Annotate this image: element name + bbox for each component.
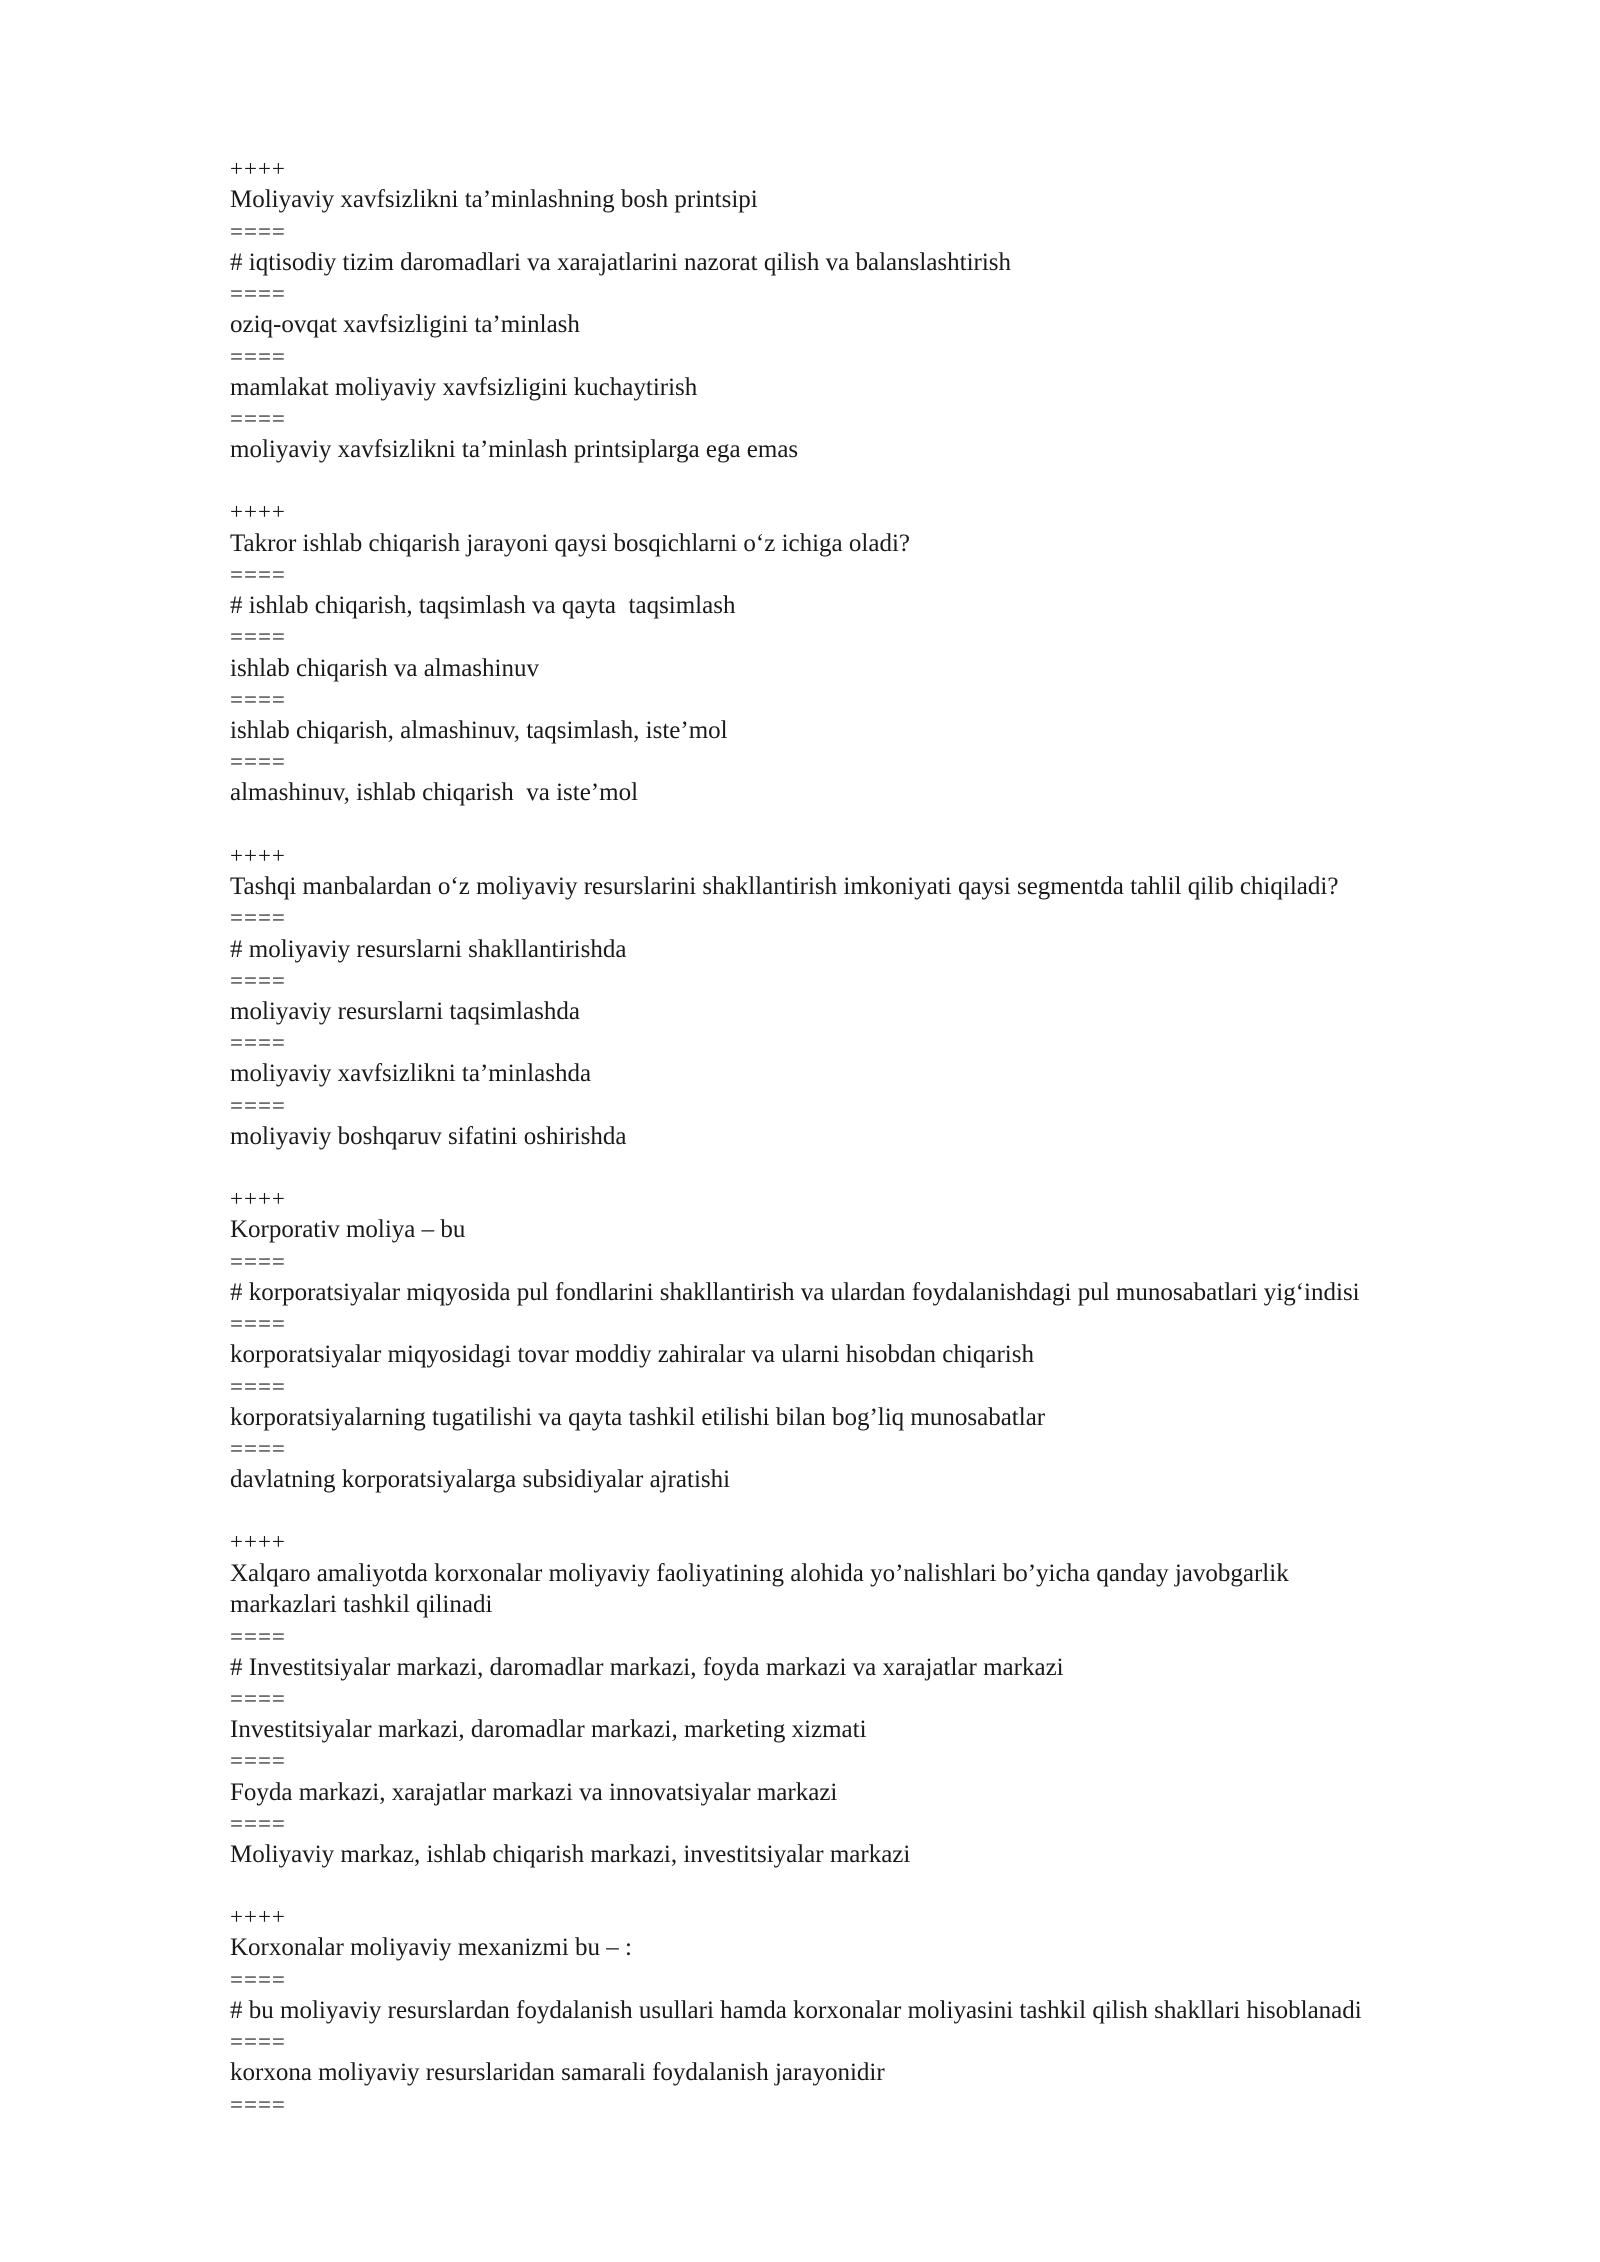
answer-option: Moliyaviy markaz, ishlab chiqarish markazi, investitsiyalar markazi: [230, 1840, 911, 1868]
question-marker: ++++: [230, 499, 286, 525]
question-text: Takror ishlab chiqarish jarayoni qaysi bosqichlarni o‘z ichiga oladi?: [230, 529, 910, 557]
question-block: [230, 1183, 1480, 1495]
answer-option: Foyda markazi, xarajatlar markazi va innovatsiyalar markazi: [230, 1778, 838, 1806]
answer-option-correct: # bu moliyaviy resurslardan foydalanish usullari hamda korxonalar moliyasini tashkil qilish shakllari hisoblanadi: [230, 1997, 1362, 2025]
answer-option: oziq-ovqat xavfsizligini ta’minlash: [230, 311, 580, 339]
option-separator: ====: [230, 1810, 286, 1836]
answer-option-correct: # moliyaviy resurslarni shakllantirishda: [230, 935, 627, 963]
question-block: [230, 153, 1480, 465]
answer-option: mamlakat moliyaviy xavfsizligini kuchaytirish: [230, 373, 698, 401]
question-block: [230, 496, 1480, 808]
option-separator: ====: [230, 562, 286, 588]
option-separator: ====: [230, 624, 286, 650]
answer-option: moliyaviy boshqaruv sifatini oshirishda: [230, 1122, 627, 1150]
option-separator: ====: [230, 343, 286, 369]
option-separator: ====: [230, 1248, 286, 1274]
option-separator: ====: [230, 686, 286, 712]
question-text: Korporativ moliya – bu: [230, 1216, 466, 1244]
answer-option: korporatsiyalarning tugatilishi va qayta tashkil etilishi bilan bog’liq munosabatlar: [230, 1403, 1046, 1431]
question-text: Korxonalar moliyaviy mexanizmi bu – :: [230, 1934, 632, 1962]
answer-option: korxona moliyaviy resurslaridan samarali foydalanish jarayonidir: [230, 2059, 885, 2087]
answer-option: ishlab chiqarish va almashinuv: [230, 654, 539, 682]
answer-option-correct: # iqtisodiy tizim daromadlari va xarajatlarini nazorat qilish va balanslashtirish: [230, 248, 1012, 276]
question-marker: ++++: [230, 1529, 286, 1555]
answer-option: korporatsiyalar miqyosidagi tovar moddiy zahiralar va ularni hisobdan chiqarish: [230, 1341, 1034, 1369]
document-page: [230, 153, 1480, 2151]
question-marker: ++++: [230, 842, 286, 868]
answer-option-correct: # Investitsiyalar markazi, daromadlar markazi, foyda markazi va xarajatlar markazi: [230, 1653, 1064, 1681]
option-separator: ====: [230, 1685, 286, 1711]
option-separator: ====: [230, 281, 286, 307]
answer-option: ishlab chiqarish, almashinuv, taqsimlash, iste’mol: [230, 717, 728, 745]
option-separator: ====: [230, 749, 286, 775]
question-text: Moliyaviy xavfsizlikni ta’minlashning bosh printsipi: [230, 186, 758, 214]
option-separator: ====: [230, 1092, 286, 1118]
question-block: [230, 1901, 1480, 2120]
option-separator: ====: [230, 2091, 286, 2117]
answer-option: Investitsiyalar markazi, daromadlar markazi, marketing xizmati: [230, 1716, 867, 1744]
option-separator: ====: [230, 905, 286, 931]
question-marker: ++++: [230, 156, 286, 181]
question-marker: ++++: [230, 1185, 286, 1211]
option-separator: ====: [230, 1311, 286, 1337]
question-text: Tashqi manbalardan o‘z moliyaviy resurslarini shakllantirish imkoniyati qaysi segmentda tahlil qilib chiqiladi?: [230, 872, 1339, 900]
answer-option: davlatning korporatsiyalarga subsidiyalar ajratishi: [230, 1466, 731, 1494]
option-separator: ====: [230, 1030, 286, 1056]
option-separator: ====: [230, 405, 286, 431]
option-separator: ====: [230, 1435, 286, 1461]
option-separator: ====: [230, 967, 286, 993]
option-separator: ====: [230, 1966, 286, 1992]
answer-option: moliyaviy resurslarni taqsimlashda: [230, 997, 580, 1025]
question-block: [230, 840, 1480, 1152]
option-separator: ====: [230, 2029, 286, 2055]
answer-option-correct: # korporatsiyalar miqyosida pul fondlarini shakllantirish va ulardan foydalanishdagi pul munosabatlari yig‘indisi: [230, 1278, 1360, 1306]
question-marker: ++++: [230, 1904, 286, 1930]
option-separator: ====: [230, 1373, 286, 1399]
option-separator: ====: [230, 1623, 286, 1649]
option-separator: ====: [230, 1748, 286, 1774]
answer-option: almashinuv, ishlab chiqarish va iste’mol: [230, 779, 639, 807]
question-block: [230, 1526, 1480, 1870]
option-separator: ====: [230, 218, 286, 244]
answer-option-correct: # ishlab chiqarish, taqsimlash va qayta taqsimlash: [230, 592, 736, 620]
question-text: Xalqaro amaliyotda korxonalar moliyaviy faoliyatining alohida yo’nalishlari bo’yicha qanday javobgarlik markazlari tashkil qilinadi: [230, 1559, 1295, 1619]
answer-option: moliyaviy xavfsizlikni ta’minlash printsiplarga ega emas: [230, 436, 799, 464]
answer-option: moliyaviy xavfsizlikni ta’minlashda: [230, 1060, 592, 1088]
